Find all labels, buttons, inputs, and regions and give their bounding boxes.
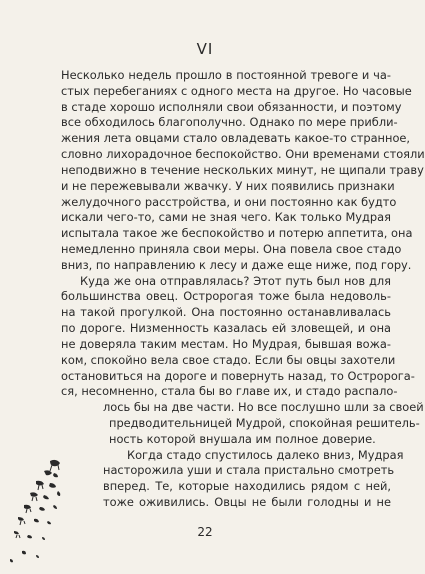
- text-line: жения лета овцами стало овладевать какое-то странное,: [61, 131, 411, 146]
- text-line: ность которой внушала им полное доверие.: [109, 431, 376, 446]
- text-line: вниз, по направлению к лесу и даже еще ниже, под гору.: [61, 257, 412, 272]
- text-line: Куда же она отправлялась? Этот путь был нов для: [80, 273, 391, 288]
- chapter-heading: VI: [196, 40, 214, 58]
- text-line: испытала такое же беспокойство и потерю аппетита, она: [61, 226, 413, 241]
- text-line: ся, несомненно, стала бы во главе их, и стадо распало-: [61, 384, 398, 399]
- text-line: не доверяла таким местам. Но Мудрая, бывшая вожа-: [61, 336, 391, 351]
- text-line: стых перебеганиях с одного места на другое. Но часовые: [61, 83, 412, 98]
- text-line: и не пережевывали жвачку. У них появились признаки: [61, 178, 395, 193]
- text-line: искали чего-то, сами не зная чего. Как только Мудрая: [61, 210, 391, 225]
- text-line: немедленно приняла свои меры. Она повела свое стадо: [61, 242, 402, 256]
- text-line: словно лихорадочное беспокойство. Они временами стояли: [61, 147, 425, 162]
- text-line: Несколько недель прошло в постоянной тревоге и ча-: [61, 68, 391, 82]
- text-line: по дороге. Низменность казалась ей зловещей, и она: [61, 321, 391, 335]
- text-line: в стаде хорошо исполняли свои обязанности, и поэтому: [61, 99, 402, 114]
- text-line: насторожила уши и стала пристально смотреть: [103, 463, 395, 478]
- text-line: желудочного расстройства, и они постоянно как будто: [61, 194, 397, 209]
- text-line: на такой прогулкой. Она постоянно останавливалась: [61, 305, 391, 320]
- flock-silhouette-ornament-icon: [6, 455, 86, 570]
- text-line: большинства овец. Остророгая тоже была недоволь-: [61, 289, 391, 304]
- text-line: неподвижно в течение нескольких минут, не щипали траву: [61, 162, 424, 177]
- text-line: все обходилось благополучно. Однако по мере прибли-: [61, 115, 398, 130]
- page-number: 22: [197, 525, 213, 539]
- text-line: предводительницей Мудрой, спокойная решитель-: [109, 415, 420, 430]
- text-line: тоже оживились. Овцы не были голодны и не: [103, 495, 391, 509]
- text-line: лось бы на две части. Но все послушно шли за своей: [103, 400, 424, 415]
- text-line: вперед. Те, которые находились рядом с ней,: [103, 479, 391, 494]
- text-line: Когда стадо спустилось далеко вниз, Мудрая: [127, 447, 404, 462]
- text-line: ком, спокойно вела свое стадо. Если бы овцы захотели: [61, 352, 396, 367]
- text-line: остановиться на дороге и повернуть назад, то Остророга-: [61, 368, 415, 383]
